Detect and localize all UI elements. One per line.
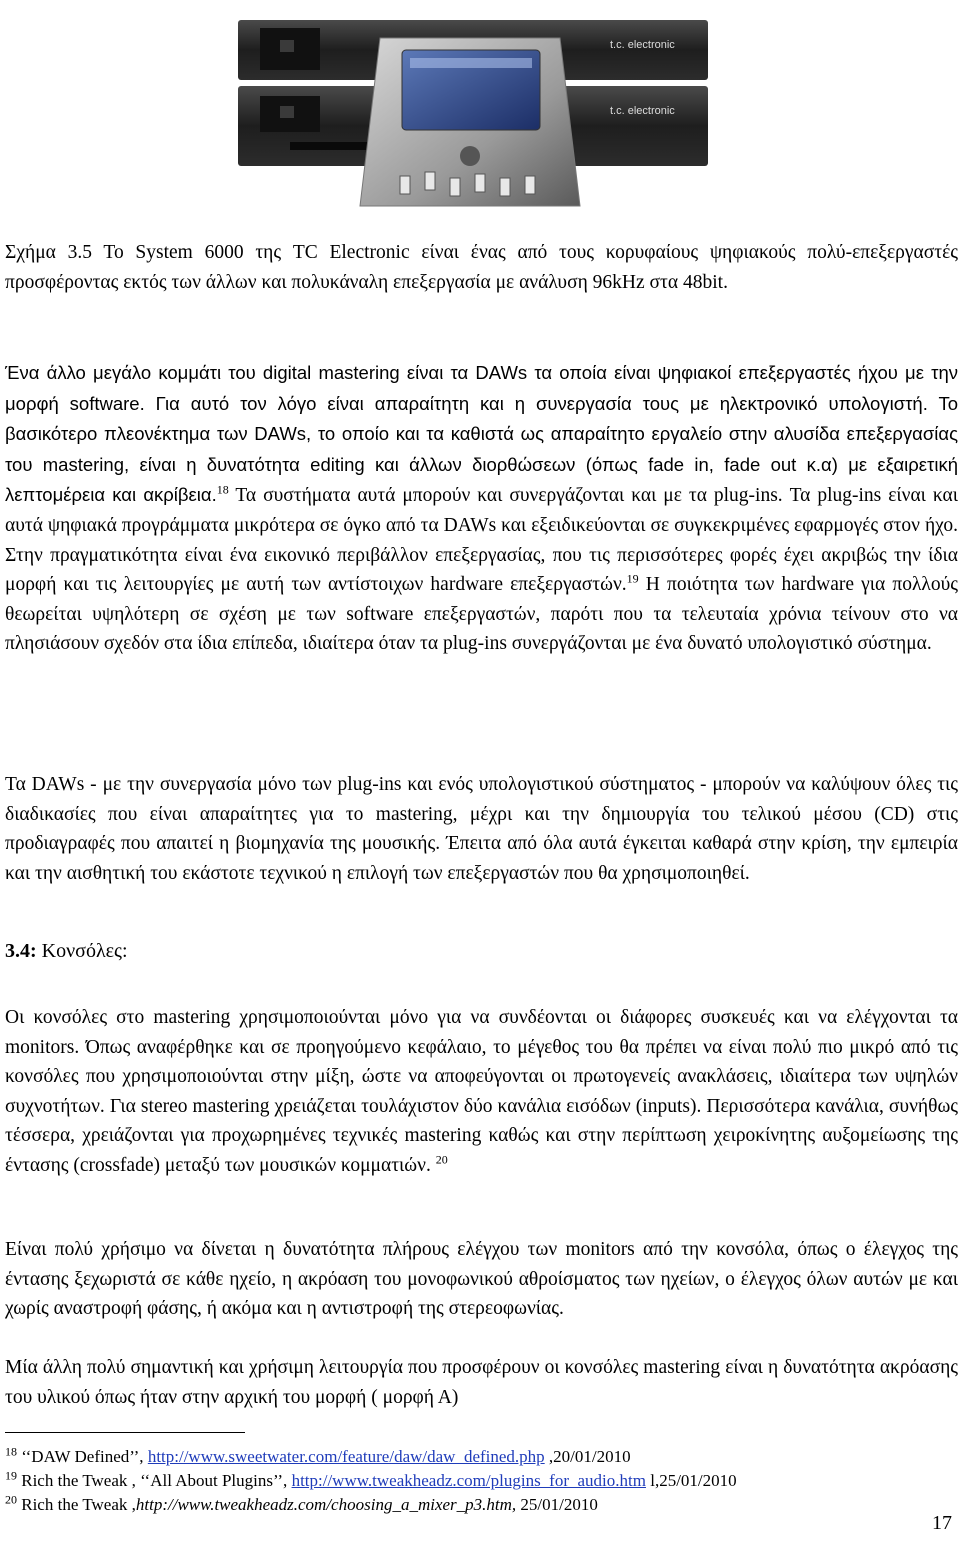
section-heading — [5, 940, 128, 963]
product-photo — [230, 8, 720, 216]
brand-label: t.c. electronic — [610, 39, 675, 51]
paragraph-consoles: Οι κονσόλες στο mastering χρησιμοποιούνται μόνο για να συνδέονται οι διάφορες συσκευές και να ελέγχονται τα monitors. Όπως αναφέρθηκε και σε προηγούμενο κεφάλαιο, το μέγεθος του θα πρέπει να είναι πολύ πιο μικρό από τις κονσόλες που χρησιμοποιούνται στην μίξη, ώστε να αποφεύγονται οι πρωτογενείς ανακλάσεις, ιδιαίτερα των υψηλών συχνοτήτων. Για stereo mastering χρειάζεται τουλάχιστον δύο κανάλια εισόδων (inputs). Περισσότερα κανάλια, συνήθως τέσσερα, χρειάζονται για προχωρημένες τεχνικές mastering καθώς και στην περίπτωση χειροκίνητης αυξομείωσης της έντασης (crossfade) μεταξύ των μουσικών κομματιών. $^{20}$ — [5, 1007, 958, 1176]
footnote-ref-18[interactable]: 18 — [216, 482, 229, 497]
footnote-ref-19[interactable]: 19 — [626, 571, 639, 586]
footnote-link-20: http://www.tweakheadz.com/choosing_a_mixer_p3.htm, — [135, 1495, 517, 1514]
section-number: 3.4: — [5, 940, 37, 962]
footnote-19: $^{19}$ Rich the Tweak , ‘‘All About Plugins’’, http://www.tweakheadz.com/plugins_for_audio.htm l,25/01/2010 — [5, 1468, 737, 1490]
paragraph-monitor-control: Είναι πολύ χρήσιμο να δίνεται η δυνατότητα πλήρους ελέγχου των monitors από την κονσόλα, όπως ο έλεγχος της έντασης ξεχωριστά σε κάθε ηχείο, η ακρόαση του μονοφωνικού αθροίσματος των ηχείων, ο έλεγχος όλων αυτών με και χωρίς αναστροφή φάσης, ή ακόμα και η αντιστροφή της στερεοφωνίας. — [5, 1239, 958, 1320]
footnote-ref-20[interactable]: 20 — [435, 1152, 448, 1167]
paragraph-daws-intro: Ένα άλλο μεγάλο κομμάτι του digital mastering είναι τα DAWs τα οποία είναι ψηφιακοί επεξεργαστές ήχου με την μορφή software. Για αυτό τον λόγο είναι απαραίτητη και η συνεργασία τους με ηλεκτρονικό υπολογιστή. Το βασικότερο πλεονέκτημα των DAWs, το οποίο και τα καθιστά ως απαραίτητο εργαλείο στην αλυσίδα επεξεργασίας του mastering, είναι η δυνατότητα editing και άλλων διορθώσεων (όπως fade in, fade out κ.α) με εξαιρετική λεπτομέρεια και ακρίβεια. — [5, 362, 958, 506]
footnote-divider — [5, 1432, 245, 1433]
paragraph-daws — [5, 358, 958, 659]
footnote-link-18[interactable]: http://www.sweetwater.com/feature/daw/daw_defined.php — [147, 1447, 545, 1466]
footnote-link-19[interactable]: http://www.tweakheadz.com/plugins_for_audio.htm — [291, 1471, 646, 1490]
page-number: 17 — [932, 1512, 952, 1534]
tc-electronic-system-6000-image — [230, 8, 720, 216]
figure-caption: Σχήμα 3.5 Το System 6000 της TC Electronic είναι ένας από τους κορυφαίους ψηφιακούς πολύ-επεξεργαστές προσφέροντας εκτός των άλλων και πολυκάναλη επεξεργασία με ανάλυση 96kHz στα 48bit. — [5, 242, 958, 293]
paragraph-plugins-a: Τα συστήματα αυτά μπορούν και συνεργάζονται και με τα plug-ins. Τα plug-ins είναι και αυτά ψηφιακά προγράμματα μικρότερα σε όγκο από τα DAWs και εξειδικεύονται σε συγκεκριμένες εφαρμογές στον ήχο. Στην πραγματικότητα είναι ένα εικονικό περιβάλλον επεξεργασίας, που τις περισσότερες φορές έχει ακριβώς την ίδια μορφή και τις λειτουργίες με αυτή των αντίστοιχων hardware επεξεργαστών. — [5, 485, 958, 596]
brand-label-2: t.c. electronic — [610, 105, 675, 117]
paragraph-plugins-b: Η ποιότητα των hardware για πολλούς θεωρείται υψηλότερη σε σχέση με των software επεξεργαστών, παρότι που τα τελευταία χρόνια τείνουν στο να πλησιάσουν σχεδόν στα ίδια επίπεδα, ιδιαίτερα όταν τα plug-ins συνεργάζονται με ένα δυνατό υπολογιστικό σύστημα. — [5, 574, 958, 655]
footnote-18: $^{18}$ ‘‘DAW Defined’’, http://www.sweetwater.com/feature/daw/daw_defined.php ,20/01/2010 — [5, 1444, 631, 1466]
paragraph-daws-mastering: Τα DAWs - με την συνεργασία μόνο των plug-ins και ενός υπολογιστικού σύστηματος - μπορούν να καλύψουν όλες τις διαδικασίες που είναι απαραίτητες για το mastering, μέχρι και την δημιουργία του τελικού μέσου (CD) στις προδιαγραφές που απαιτεί η βιομηχανία της μουσικής. Έπειτα από όλα αυτά έγκειται καθαρά στην κρίση, την εμπειρία και την αισθητική του εκάστοτε τεχνικού η επιλογή των επεξεργαστών που θα χρησιμοποιηθεί. — [5, 774, 958, 884]
footnote-20: $^{20}$ Rich the Tweak ,http://www.tweakheadz.com/choosing_a_mixer_p3.htm, 25/01/2010 — [5, 1492, 598, 1514]
section-title: Κονσόλες: — [41, 940, 128, 962]
paragraph-ab-listening: Μία άλλη πολύ σημαντική και χρήσιμη λειτουργία που προσφέρουν οι κονσόλες mastering είναι η δυνατότητα ακρόασης του υλικού όπως ήταν στην αρχική του μορφή ( μορφή Α) — [5, 1357, 958, 1408]
